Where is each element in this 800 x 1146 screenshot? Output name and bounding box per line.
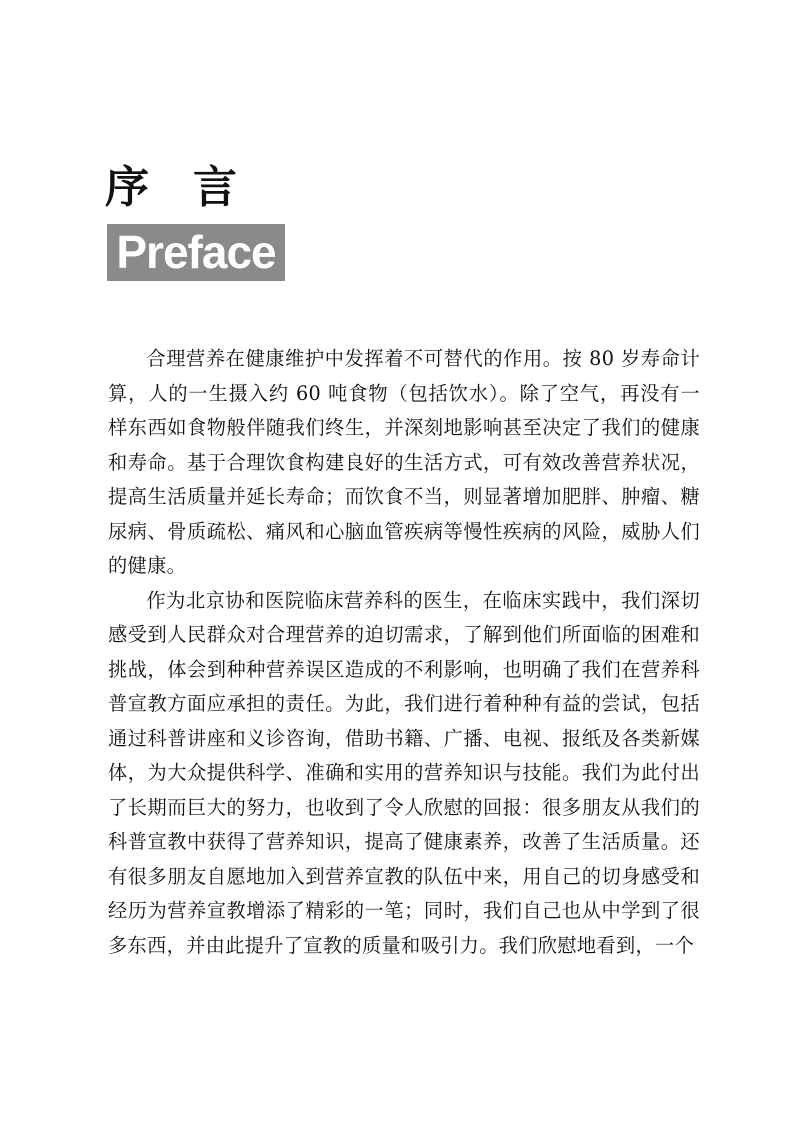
chapter-title-chinese [105, 160, 305, 216]
title-char-1: 序 [105, 162, 149, 213]
body-text [108, 342, 700, 963]
chapter-title-english-banner: Preface [107, 224, 285, 281]
paragraph-1: 合理营养在健康维护中发挥着不可替代的作用。按 80 岁寿命计算，人的一生摄入约 60 吨食物（包括饮水）。除了空气，再没有一样东西如食物般伴随我们终生，并深刻地影响甚至决定了我们的健康和寿命。基于合理饮食构建良好的生活方式，可有效改善营养状况，提高生活质量并延长寿命；而饮食不当，则显著增加肥胖、肿瘤、糖尿病、骨质疏松、痛风和心脑血管疾病等慢性疾病的风险，威胁人们的健康。 [108, 347, 700, 577]
paragraph-2: 作为北京协和医院临床营养科的医生，在临床实践中，我们深切感受到人民群众对合理营养的迫切需求，了解到他们所面临的困难和挑战，体会到种种营养误区造成的不利影响，也明确了我们在营养科普宣教方面应承担的责任。为此，我们进行着种种有益的尝试，包括通过科普讲座和义诊咨询，借助书籍、广播、电视、报纸及各类新媒体，为大众提供科学、准确和实用的营养知识与技能。我们为此付出了长期而巨大的努力，也收到了令人欣慰的回报：很多朋友从我们的科普宣教中获得了营养知识，提高了健康素养，改善了生活质量。还有很多朋友自愿地加入到营养宣教的队伍中来，用自己的切身感受和经历为营养宣教增添了精彩的一笔；同时，我们自己也从中学到了很多东西，并由此提升了宣教的质量和吸引力。我们欣慰地看到，一个 [108, 588, 700, 957]
title-char-2: 言 [193, 162, 237, 213]
